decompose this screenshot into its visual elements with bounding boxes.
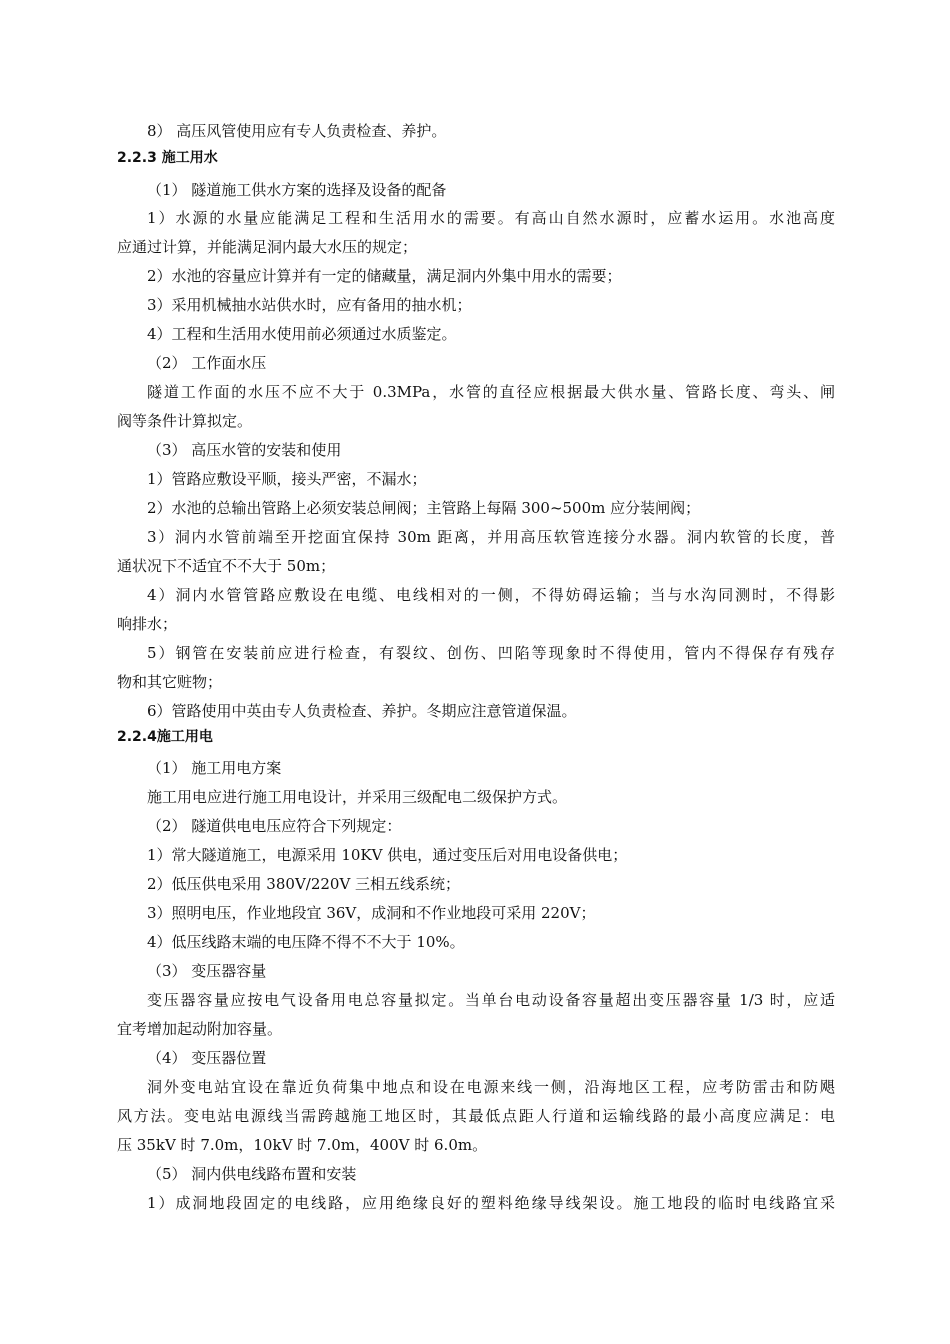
paragraph-line: 5）钢管在安装前应进行检查，有裂纹、创伤、凹陷等现象时不得使用，管内不得保存有残存 xyxy=(147,644,835,662)
subsection-heading: （2） 隧道供电电压应符合下列规定： xyxy=(147,817,402,835)
paragraph-line: 4）洞内水管管路应敷设在电缆、电线相对的一侧，不得妨碍运输；当与水沟同测时，不得影 xyxy=(147,586,835,604)
paragraph-line: 压 35kV 时 7.0m，10kV 时 7.0m，400V 时 6.0m。 xyxy=(117,1136,488,1154)
paragraph-line: 变压器容量应按电气设备用电总容量拟定。当单台电动设备容量超出变压器容量 1/3 时，应适 xyxy=(147,991,835,1009)
paragraph-line: 1）成洞地段固定的电线路，应用绝缘良好的塑料绝缘导线架设。施工地段的临时电线路宜采 xyxy=(147,1194,835,1212)
paragraph-line: 1）管路应敷设平顺，接头严密，不漏水； xyxy=(147,470,427,488)
paragraph-line: 6）管路使用中英由专人负责检查、养护。冬期应注意管道保温。 xyxy=(147,702,577,720)
paragraph-line: 洞外变电站宜设在靠近负荷集中地点和设在电源来线一侧，沿海地区工程，应考防雷击和防飓 xyxy=(147,1078,835,1096)
paragraph-line: 阀等条件计算拟定。 xyxy=(117,412,253,430)
paragraph-line: 施工用电应进行施工用电设计，并采用三级配电二级保护方式。 xyxy=(147,788,568,806)
paragraph-line: 1）常大隧道施工，电源采用 10KV 供电，通过变压后对用电设备供电； xyxy=(147,846,628,864)
paragraph-line: 应通过计算，并能满足洞内最大水压的规定； xyxy=(117,238,418,256)
section-heading-2-2-3: 2.2.3 施工用水 xyxy=(117,150,218,166)
paragraph-line: 宜考增加起动附加容量。 xyxy=(117,1020,283,1038)
subsection-heading: （1） 施工用电方案 xyxy=(147,759,282,777)
paragraph-line: 3）洞内水管前端至开挖面宜保持 30m 距离，并用高压软管连接分水器。洞内软管的长度，普 xyxy=(147,528,835,546)
paragraph-line: 物和其它赃物； xyxy=(117,673,223,691)
paragraph-line: 3）照明电压，作业地段宜 36V，成洞和不作业地段可采用 220V； xyxy=(147,904,596,922)
paragraph-line: 4）工程和生活用水使用前必须通过水质鉴定。 xyxy=(147,325,457,343)
paragraph-line: 8） 高压风管使用应有专人负责检查、养护。 xyxy=(147,122,447,140)
paragraph-line: 2）水池的容量应计算并有一定的储藏量，满足洞内外集中用水的需要； xyxy=(147,267,622,285)
subsection-heading: （4） 变压器位置 xyxy=(147,1049,267,1067)
paragraph-line: 通状况下不适宜不不大于 50m； xyxy=(117,557,336,575)
paragraph-line: 4）低压线路末端的电压降不得不不大于 10%。 xyxy=(147,933,465,951)
paragraph-line: 2）水池的总输出管路上必须安装总闸阀；主管路上每隔 300~500m 应分装闸阀； xyxy=(147,499,701,517)
subsection-heading: （2） 工作面水压 xyxy=(147,354,267,372)
paragraph-line: 隧道工作面的水压不应不大于 0.3MPa，水管的直径应根据最大供水量、管路长度、弯头、闸 xyxy=(147,383,835,401)
subsection-heading: （1） 隧道施工供水方案的选择及设备的配备 xyxy=(147,181,447,199)
paragraph-line: 风方法。变电站电源线当需跨越施工地区时，其最低点距人行道和运输线路的最小高度应满足：电 xyxy=(117,1107,835,1125)
paragraph-line: 响排水； xyxy=(117,615,178,633)
paragraph-line: 3）采用机械抽水站供水时，应有备用的抽水机； xyxy=(147,296,472,314)
paragraph-line: 2）低压供电采用 380V/220V 三相五线系统； xyxy=(147,875,461,893)
subsection-heading: （5） 洞内供电线路布置和安装 xyxy=(147,1165,357,1183)
subsection-heading: （3） 高压水管的安装和使用 xyxy=(147,441,342,459)
subsection-heading: （3） 变压器容量 xyxy=(147,962,267,980)
section-heading-2-2-4: 2.2.4施工用电 xyxy=(117,729,213,745)
paragraph-line: 1）水源的水量应能满足工程和生活用水的需要。有高山自然水源时，应蓄水运用。水池高度 xyxy=(147,209,835,227)
